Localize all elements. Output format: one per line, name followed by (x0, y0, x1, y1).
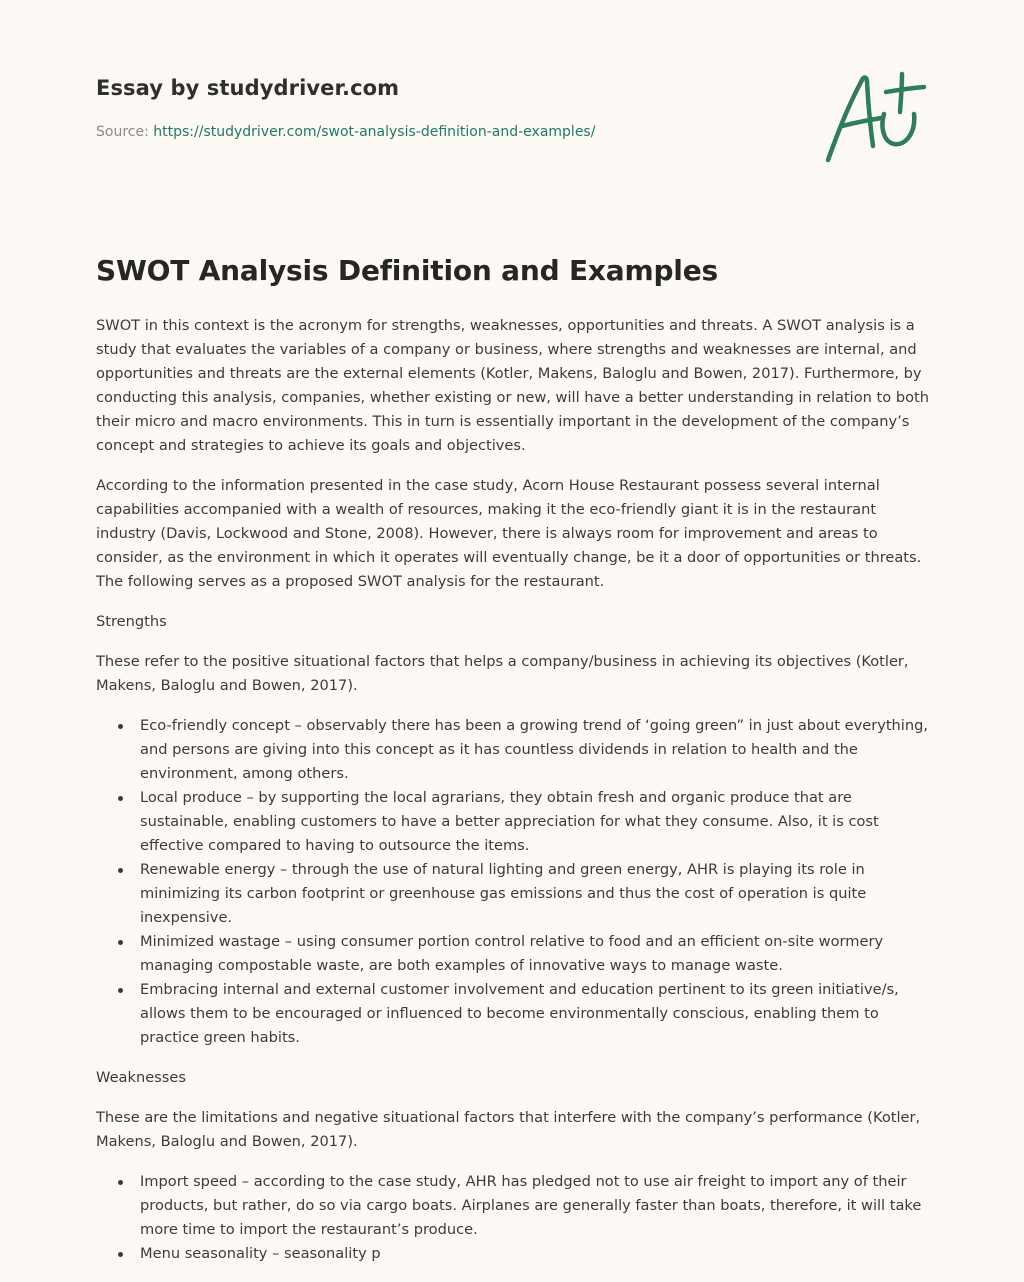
source-line (96, 124, 595, 140)
article-title: SWOT Analysis Definition and Examples (96, 254, 718, 287)
intro-paragraph-2: According to the information presented in the case study, Acorn House Restaurant possess several internal capabilities accompanied with a wealth of resources, making it the eco-friendly giant it is in the restaurant industry (Davis, Lockwood and Stone, 2008). However, there is always room for improvement and areas to consider, as the environment in which it operates will eventually change, be it a door of opportunities or threats. The following serves as a proposed SWOT analysis for the restaurant. (96, 477, 922, 590)
list-item: Renewable energy – through the use of natural lighting and green energy, AHR is playing its role in minimizing its carbon footprint or greenhouse gas emissions and thus the cost of operation is quite inexpensive. (136, 858, 932, 930)
list-item: Local produce – by supporting the local agrarians, they obtain fresh and organic produce that are sustainable, enabling customers to have a better appreciation for what they consume. Also, it is cost effective compared to having to outsource the items. (136, 786, 932, 858)
weaknesses-description: These are the limitations and negative situational factors that interfere with the company’s performance (Kotler, Makens, Baloglu and Bowen, 2017). (96, 1109, 921, 1150)
list-item: Menu seasonality – seasonality p (136, 1242, 932, 1266)
a-plus-logo (822, 68, 928, 164)
source-label: Source: (96, 124, 149, 140)
article-body (96, 314, 932, 1282)
brand-title: Essay by studydriver.com (96, 76, 400, 100)
source-link[interactable]: https://studydriver.com/swot-analysis-definition-and-examples/ (153, 124, 596, 140)
list-item: Eco-friendly concept – observably there has been a growing trend of ‘going green” in just about everything, and persons are giving into this concept as it has countless dividends in relation to health and the environment, among others. (136, 714, 932, 786)
list-item: Embracing internal and external customer involvement and education pertinent to its green initiative/s, allows them to be encouraged or influenced to become environmentally conscious, enabling them to practice green habits. (136, 978, 932, 1050)
strengths-description: These refer to the positive situational factors that helps a company/business in achieving its objectives (Kotler, Makens, Baloglu and Bowen, 2017). (96, 653, 909, 694)
list-item: Minimized wastage – using consumer portion control relative to food and an efficient on-site wormery managing compostable waste, are both examples of innovative ways to manage waste. (136, 930, 932, 978)
strengths-heading: Strengths (96, 613, 167, 630)
strengths-list (96, 714, 932, 1050)
weaknesses-list (96, 1170, 932, 1266)
weaknesses-heading: Weaknesses (96, 1069, 186, 1086)
list-item: Import speed – according to the case study, AHR has pledged not to use air freight to import any of their products, but rather, do so via cargo boats. Airplanes are generally faster than boats, therefore, it will take more time to import the restaurant’s produce. (136, 1170, 932, 1242)
intro-paragraph-1: SWOT in this context is the acronym for strengths, weaknesses, opportunities and threats. A SWOT analysis is a study that evaluates the variables of a company or business, where strengths and weaknesses are internal, and opportunities and threats are the external elements (Kotler, Makens, Baloglu and Bowen, 2017). Furthermore, by conducting this analysis, companies, whether existing or new, will have a better understanding in relation to both their micro and macro environments. This in turn is essentially important in the development of the company’s concept and strategies to achieve its goals and objectives. (96, 317, 929, 454)
a-plus-logo-icon (822, 68, 928, 164)
